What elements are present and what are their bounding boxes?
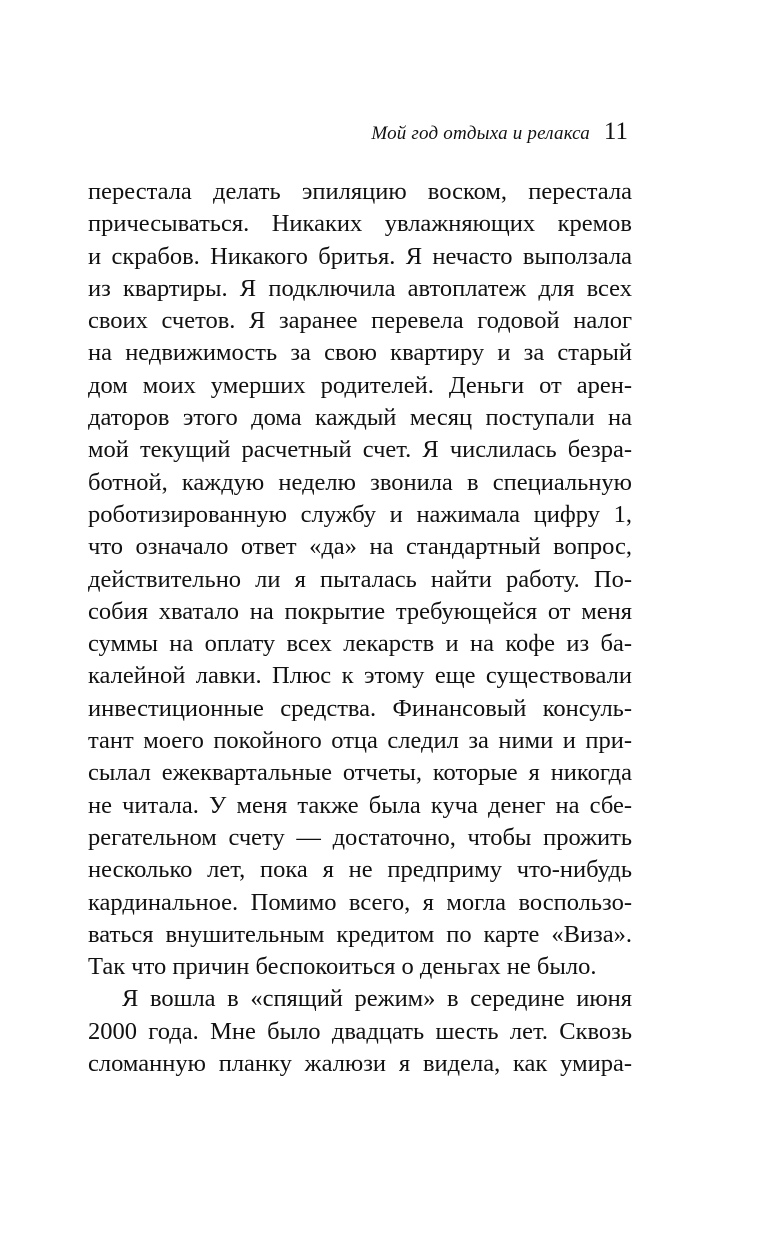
text-line: суммы на оплату всех лекарств и на кофе из ба- — [88, 630, 632, 658]
text-line: кардинальное. Помимо всего, я могла воспользо- — [88, 888, 632, 916]
text-line: действительно ли я пыталась найти работу. По- — [88, 565, 632, 593]
text-line: тант моего покойного отца следил за ними и при- — [88, 727, 632, 755]
page-number: 11 — [603, 118, 628, 145]
text-line: сылал ежеквартальные отчеты, которые я никогда — [88, 759, 632, 787]
text-line: даторов этого дома каждый месяц поступали на — [88, 404, 632, 432]
text-line: 2000 года. Мне было двадцать шесть лет. Сквозь — [88, 1017, 632, 1045]
text-line: ботной, каждую неделю звонила в специальную — [88, 468, 632, 496]
text-line: калейной лавки. Плюс к этому еще существовали — [88, 662, 632, 690]
running-header — [371, 118, 628, 146]
text-line: из квартиры. Я подключила автоплатеж для всех — [88, 274, 632, 302]
text-line: и скрабов. Никакого бритья. Я нечасто выползала — [88, 242, 632, 270]
text-line: ваться внушительным кредитом по карте «Виза». — [88, 920, 632, 948]
text-line: мой текущий расчетный счет. Я числилась безра- — [88, 436, 632, 464]
text-line: регательном счету — достаточно, чтобы прожить — [88, 823, 632, 851]
text-line: на недвижимость за свою квартиру и за старый — [88, 339, 632, 367]
text-line: своих счетов. Я заранее перевела годовой налог — [88, 307, 632, 335]
text-line: не читала. У меня также была куча денег на сбе- — [88, 791, 632, 819]
text-line: сломанную планку жалюзи я видела, как умира- — [88, 1050, 632, 1078]
paragraph-2 — [88, 983, 632, 1080]
paragraph-1 — [88, 176, 632, 983]
text-line: перестала делать эпиляцию воском, перестала — [88, 178, 632, 205]
running-header-title: Мой год отдыха и релакса — [371, 123, 590, 144]
text-line: Так что причин беспокоиться о деньгах не было. — [88, 953, 597, 981]
text-line: Я вошла в «спящий режим» в середине июня — [122, 985, 632, 1013]
text-line: дом моих умерших родителей. Деньги от арен- — [88, 371, 632, 399]
text-line: собия хватало на покрытие требующейся от меня — [88, 597, 632, 625]
text-line: несколько лет, пока я не предприму что-нибудь — [88, 856, 632, 884]
body-text — [88, 176, 632, 1080]
text-line: что означало ответ «да» на стандартный вопрос, — [88, 533, 632, 561]
text-line: причесываться. Никаких увлажняющих кремов — [88, 210, 632, 238]
text-line: инвестиционные средства. Финансовый консуль- — [88, 694, 632, 722]
text-line: роботизированную службу и нажимала цифру 1, — [88, 500, 632, 528]
